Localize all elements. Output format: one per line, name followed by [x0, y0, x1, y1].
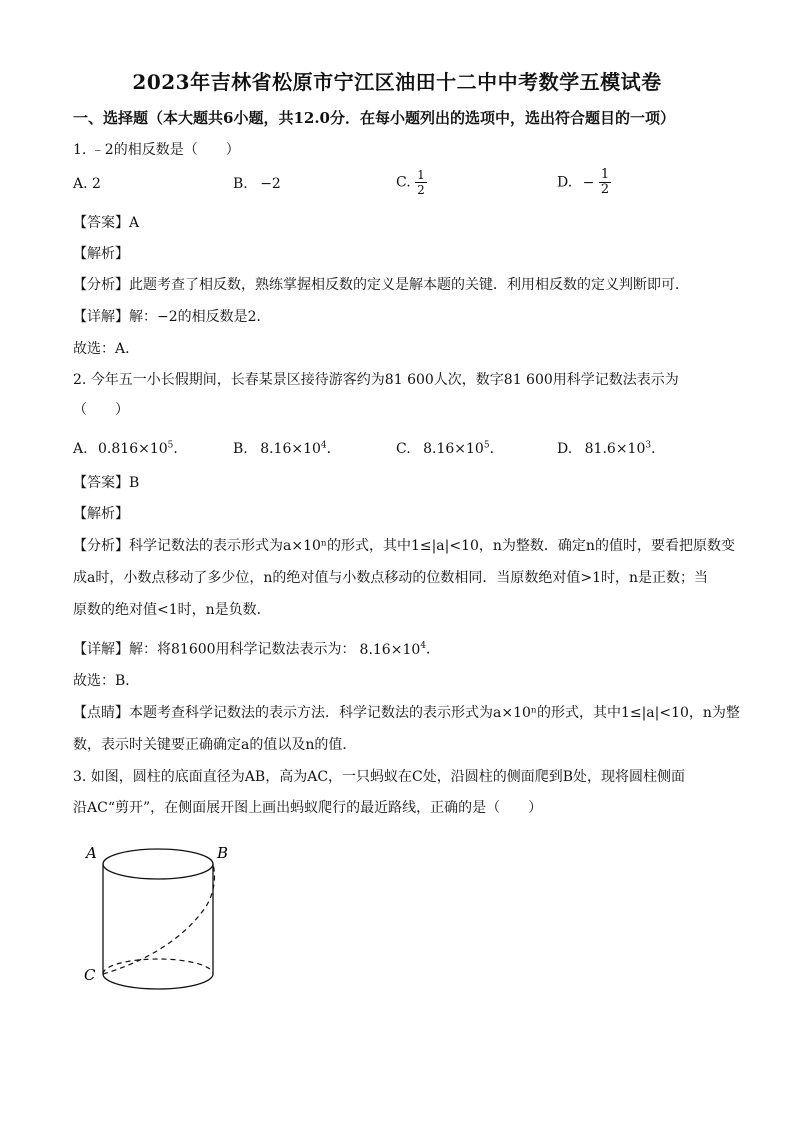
section-heading-choice: 一、选择题（本大题共6小题，共12.0分．在每小题列出的选项中，选出符合题目的一项） [73, 109, 675, 127]
q1-option-c-prefix: C. [396, 174, 411, 191]
q2-answer: 【答案】B [73, 475, 140, 491]
q2-option-b-base: 8.16×10 [260, 441, 321, 457]
q1-option-d-numerator: 1 [600, 167, 610, 182]
q2-solution-prefix: 【详解】解：将81600用科学记数法表示为： [73, 641, 356, 658]
q1-option-c-denominator: 2 [417, 183, 425, 197]
question-1-stem: 1. ﹣2的相反数是（ ） [73, 142, 240, 158]
q2-option-a-period: ． [173, 441, 188, 457]
q2-analysis-line2: 成a时，小数点移动了多少位，n的绝对值与小数点移动的位数相同．当原数绝对值>1时，n是正数；当 [73, 570, 709, 586]
question-3-stem-line2: 沿AC“剪开”，在侧面展开图上画出蚂蚁爬行的最近路线，正确的是（ ） [73, 800, 543, 816]
q2-option-c-base: 8.16×10 [423, 441, 484, 457]
q1-solution: 【详解】解：−2的相反数是2． [73, 309, 271, 325]
label-b: B [217, 844, 229, 862]
q1-option-b-prefix: B. [233, 176, 248, 192]
q2-option-c-exponent: 5 [483, 440, 490, 451]
q2-option-b-period: ． [326, 441, 341, 457]
q2-option-a-exponent: 5 [167, 440, 174, 451]
q2-option-b-exponent: 4 [320, 440, 327, 451]
q1-option-d-prefix: D. [557, 174, 573, 191]
question-2-stem-line2: （ ） [73, 402, 129, 418]
q1-option-d-denominator: 2 [600, 182, 610, 197]
q2-option-a [73, 438, 187, 458]
cylinder-bottom-front-arc [103, 974, 213, 989]
q1-answer: 【答案】A [73, 215, 140, 231]
q1-conclusion: 故选：A． [73, 341, 140, 357]
q2-comment-line1: 【点睛】本题考查科学记数法的表示方法．科学记数法的表示形式为a×10ⁿ的形式，其中1≤|a|<10，n为整 [73, 705, 740, 721]
q2-solution-base: 8.16×10 [359, 641, 421, 658]
q2-solution [73, 637, 440, 659]
q2-conclusion: 故选：B． [73, 673, 140, 689]
q2-solution-suffix: ． [426, 641, 440, 658]
q2-option-c-prefix: C. [396, 441, 411, 457]
q1-analysis: 【分析】此题考查了相反数，熟练掌握相反数的定义是解本题的关键．利用相反数的定义判断即可． [73, 277, 689, 293]
cylinder-top-ellipse [103, 849, 213, 879]
q1-option-d [557, 168, 611, 197]
q2-analysis-line1: 【分析】科学记数法的表示形式为a×10ⁿ的形式，其中1≤|a|<10，n为整数．确定n的值时，要看把原数变 [73, 538, 735, 554]
q1-option-d-fraction [599, 168, 611, 197]
q2-jiexi: 【解析】 [73, 506, 129, 522]
q2-option-d-period: ． [651, 441, 666, 457]
cylinder-figure [80, 838, 240, 1008]
q1-option-a: A. 2 [73, 176, 101, 192]
q2-option-d-prefix: D. [557, 441, 573, 457]
question-2-stem-line1: 2. 今年五一小长假期间，长春某景区接待游客约为81 600人次，数字81 600用科学记数法表示为 [73, 372, 679, 388]
q2-option-b [233, 438, 341, 458]
label-a: A [86, 844, 97, 862]
ant-path-curve [103, 864, 214, 974]
q1-option-c-fraction [415, 168, 427, 197]
q2-analysis-line3: 原数的绝对值<1时，n是负数． [73, 602, 271, 618]
q2-comment-line2: 数，表示时关键要正确确定a的值以及n的值． [73, 737, 357, 753]
q1-option-d-sign: − [582, 174, 595, 191]
q2-option-d-base: 81.6×10 [584, 441, 646, 457]
q2-option-d-exponent: 3 [645, 440, 652, 451]
q1-jiexi: 【解析】 [73, 246, 129, 262]
question-3-stem-line1: 3. 如图，圆柱的底面直径为AB，高为AC，一只蚂蚁在C处，沿圆柱的侧面爬到B处，现将圆柱侧面 [73, 769, 686, 785]
q2-option-c-period: ． [489, 441, 504, 457]
q2-option-a-base: 0.816×10 [98, 441, 168, 457]
q2-option-d [557, 438, 665, 458]
label-c: C [84, 966, 96, 984]
q1-option-b-value: −2 [260, 176, 281, 192]
page-title: 2023年吉林省松原市宁江区油田十二中中考数学五模试卷 [132, 70, 662, 94]
q2-option-b-prefix: B. [233, 441, 248, 457]
q1-option-b [233, 176, 281, 192]
q1-option-c-numerator: 1 [417, 168, 425, 182]
q2-option-a-prefix: A. [73, 441, 88, 457]
cylinder-bottom-back-arc [103, 959, 213, 974]
q1-option-c [396, 168, 427, 197]
q2-option-c [396, 438, 504, 458]
q2-solution-exponent: 4 [420, 641, 426, 651]
